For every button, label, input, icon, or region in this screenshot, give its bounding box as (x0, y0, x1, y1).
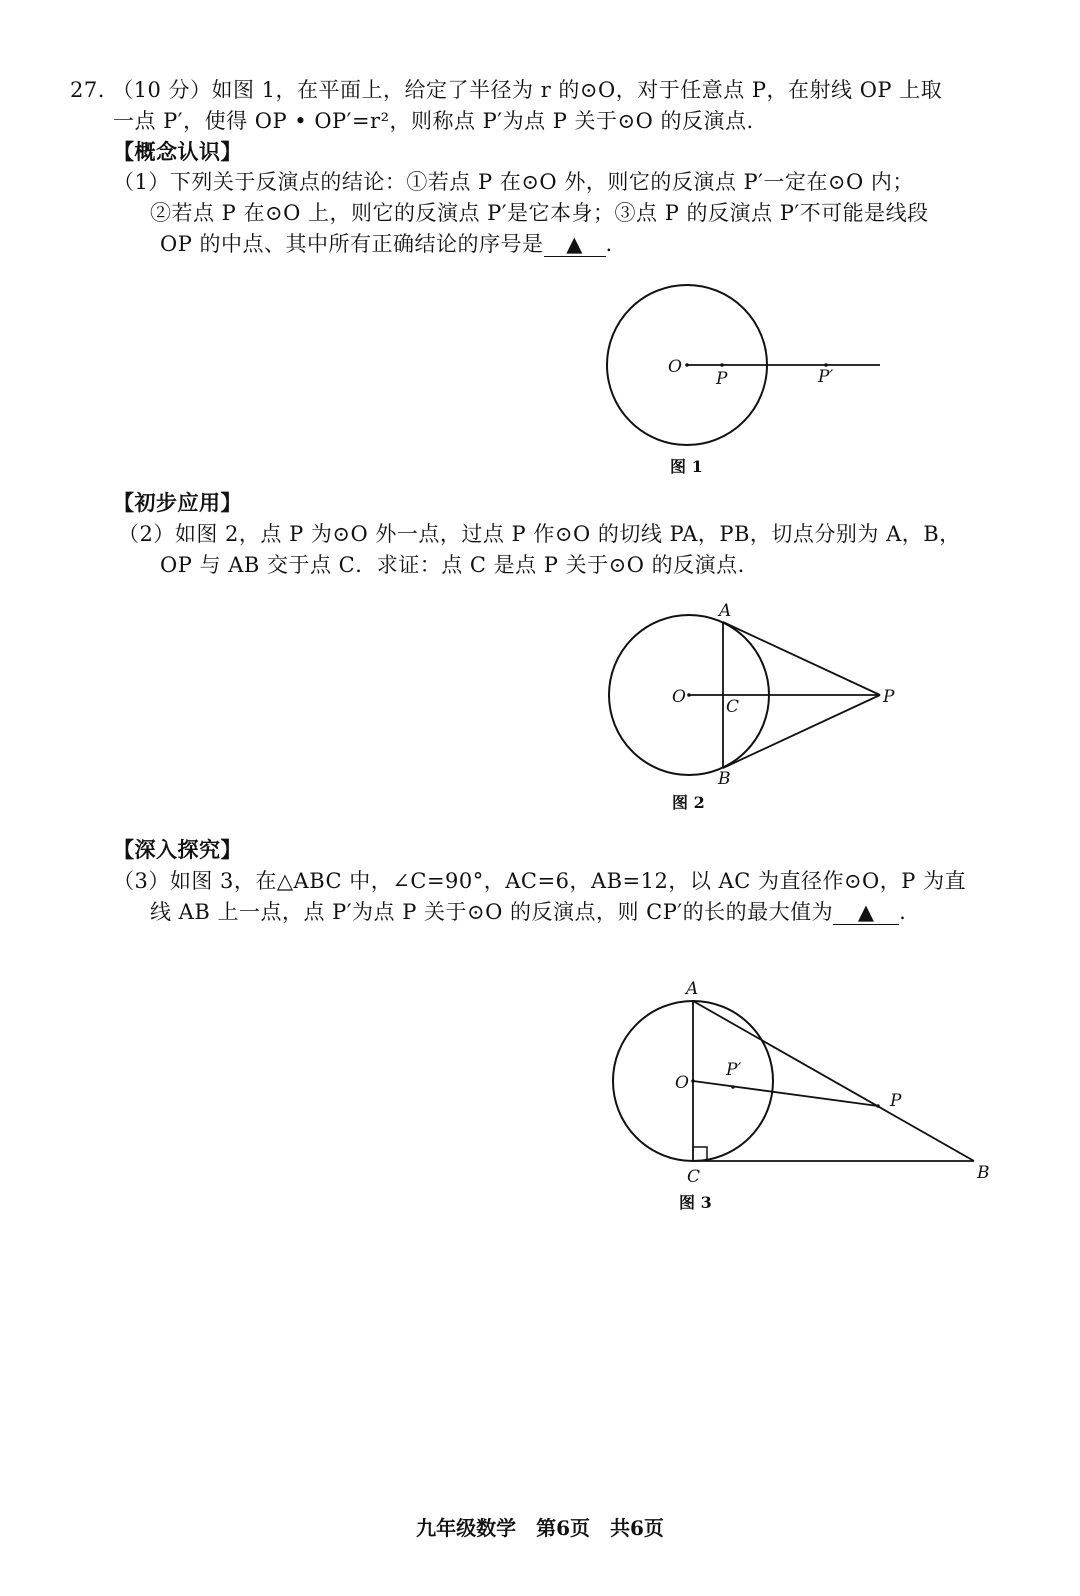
label-c: C (726, 697, 740, 717)
label-a: A (719, 601, 732, 621)
part1-end: . (605, 232, 613, 256)
part3-line1: （3）如图 3，在△ABC 中，∠C=90°，AC=6，AB=12，以 AC 为直径作⊙O，P 为直 (113, 869, 967, 893)
part2-line1: （2）如图 2，点 P 为⊙O 外一点，过点 P 作⊙O 的切线 PA，PB，切点分别为 A，B， (118, 522, 961, 546)
part1-question: OP 的中点、其中所有正确结论的序号是 (160, 232, 544, 256)
section-application: 【初步应用】 (113, 490, 242, 515)
label-o: O (675, 1073, 689, 1093)
answer-blank-1 (544, 232, 606, 257)
point-p-prime (731, 1085, 735, 1089)
label-p-prime: P′ (726, 1060, 742, 1080)
answer-blank-3 (833, 900, 899, 925)
part3-end: . (899, 900, 907, 924)
problem-number: 27. (70, 78, 105, 102)
problem-intro-text: （10 分）如图 1，在平面上，给定了半径为 r 的⊙O，对于任意点 P，在射线 OP 上取 (112, 78, 943, 102)
label-b: B (977, 1163, 990, 1183)
figure-2 (590, 598, 910, 820)
label-p: P (883, 687, 895, 707)
figure-1 (590, 278, 900, 482)
part1-line2: ②若点 P 在⊙O 上，则它的反演点 P′是它本身；③点 P 的反演点 P′不可能是线段 (150, 201, 929, 225)
label-o: O (668, 357, 682, 377)
triangle-icon: ▲ (857, 900, 875, 924)
part1-line3 (160, 228, 613, 258)
point-o (685, 363, 689, 367)
label-b: B (718, 769, 731, 789)
part3-line2 (150, 896, 906, 926)
point-p (720, 363, 724, 367)
triangle-icon: ▲ (566, 232, 583, 256)
segment-ab (693, 1001, 974, 1161)
part2-line2: OP 与 AB 交于点 C．求证：点 C 是点 P 关于⊙O 的反演点. (160, 553, 745, 577)
point-p (876, 1104, 880, 1108)
label-p: P (890, 1091, 902, 1111)
label-p-prime: P′ (818, 367, 834, 387)
problem-intro-line1 (70, 74, 942, 104)
right-angle-mark (693, 1147, 707, 1161)
section-exploration: 【深入探究】 (113, 837, 242, 862)
problem-intro-line2: 一点 P′，使得 OP • OP′=r²，则称点 P′为点 P 关于⊙O 的反演点. (113, 109, 754, 133)
page-footer: 九年级数学 第6页 共6页 (416, 1516, 664, 1540)
tangent-pb (723, 695, 880, 768)
label-c: C (687, 1167, 701, 1187)
point-o (687, 693, 691, 697)
label-o: O (672, 687, 686, 707)
part3-question: 线 AB 上一点，点 P′为点 P 关于⊙O 的反演点，则 CP′的长的最大值为 (150, 900, 834, 924)
section-concept: 【概念认识】 (113, 139, 242, 164)
figure-2-caption: 图 2 (672, 793, 705, 812)
figure-3-caption: 图 3 (679, 1193, 712, 1212)
segment-op (693, 1081, 878, 1106)
tangent-pa (723, 622, 880, 695)
point-o (691, 1079, 695, 1083)
figure-3 (600, 975, 1010, 1220)
figure-1-caption: 图 1 (670, 457, 703, 476)
label-p: P (716, 369, 728, 389)
label-a: A (686, 979, 699, 999)
part1-line1: （1）下列关于反演点的结论：①若点 P 在⊙O 外，则它的反演点 P′一定在⊙O 内； (113, 170, 914, 194)
